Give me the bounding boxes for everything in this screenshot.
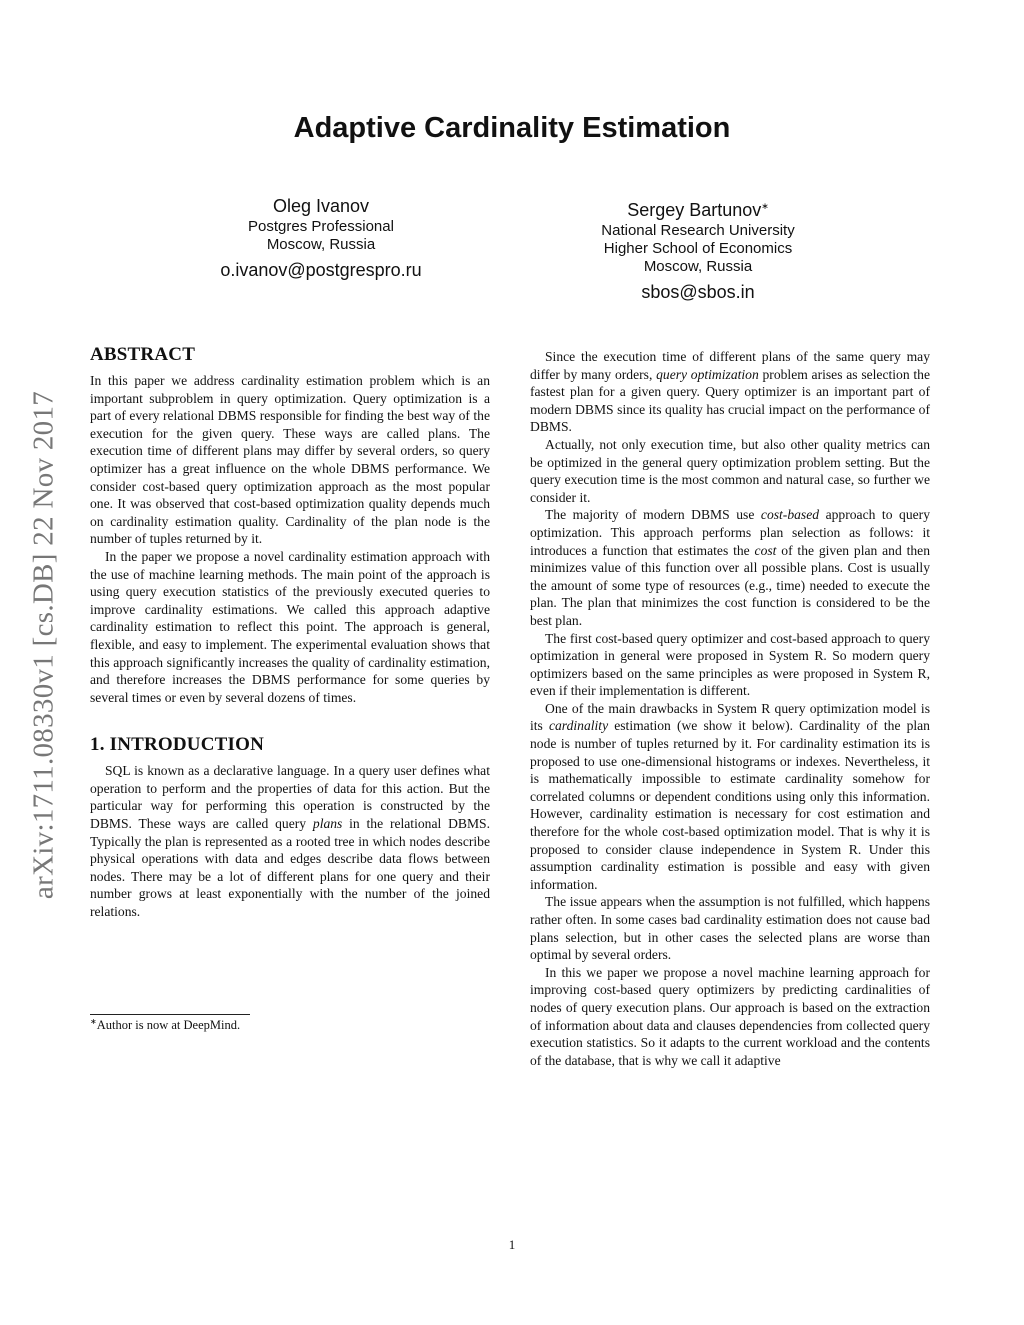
- author-name: Sergey Bartunov: [627, 200, 762, 220]
- body-paragraph: One of the main drawbacks in System R query optimization model is its cardinality estimation (we show it below). Cardinality of the plan node is number of tuples returned by it. For cardinality estimation its is proposed to use one-dimensional histograms or indexes. Nevertheless, it is mathematically impossible to estimate cardinality somehow for correlated columns or dependent conditions using only this information. However, cardinality estimation is necessary for cost estimation and therefore for the whole cost-based optimization model. That is why it is proposed to consider clause independence in System R. Under this assumption cardinality estimation is possible and easy with given information.: [530, 700, 930, 892]
- body-paragraph: In this we paper we propose a novel machine learning approach for improving cost-based query optimizers by predicting cardinalities of nodes of query execution plans. Our approach is based on the extraction of information about data and clauses dependencies from collected query execution statistics. So it adapts to the current workload and the contents of the database, that is why we call it adaptive: [530, 964, 930, 1068]
- author-name: Oleg Ivanov: [272, 196, 370, 216]
- footnote-mark: ∗: [90, 1017, 97, 1026]
- introduction-paragraph: SQL is known as a declarative language. In a query user defines what operation to perform and the properties of data for this action. But the particular way for performing this operation is constructed by the DBMS. These ways are called query plans in the relational DBMS. Typically the plan is represented as a rooted tree in which nodes describe physical operations with data and edges describe data flows between nodes. There may be a lot of different plans for one query and their number grows at least exponentially with the number of the joined relations.: [90, 763, 490, 920]
- author-affiliation: Moscow, Russia: [266, 236, 376, 253]
- abstract-paragraph: In this paper we address cardinality estimation problem which is an important subproblem in query optimization. Query optimization is a part of every relational DBMS responsible for finding the best way of the execution for the given query. These ways are called plans. The execution time of different plans may differ by several orders, so query optimizer has a great influence on the whole DBMS performance. We consider cost-based query optimization approach as the most popular one. It was observed that cost-based optimization quality depends much on cardinality estimation quality. Cardinality of the plan node is the number of tuples returned by it.: [90, 373, 490, 547]
- author-affiliation: Postgres Professional: [248, 218, 394, 235]
- footnote: [90, 1014, 490, 1033]
- author-block: [171, 194, 471, 282]
- author-email: o.ivanov@postgrespro.ru: [220, 260, 422, 280]
- arxiv-stamp-text: arXiv:1711.08330v1 [cs.DB] 22 Nov 2017: [27, 390, 60, 900]
- body-paragraph: Since the execution time of different plans of the same query may differ by many orders, query optimization problem arises as selection the fastest plan for a given query. Query optimizer is an important part of modern DBMS since its quality has crucial impact on the performance of DBMS.: [530, 349, 930, 435]
- body-paragraph: The issue appears when the assumption is not fulfilled, which happens rather often. In some cases bad cardinality estimation does not cause bad plans selection, but in other cases the selected plans are worse than optimal by several orders.: [530, 894, 930, 963]
- footnote-text: Author is now at DeepMind.: [96, 1018, 241, 1033]
- paper-title: Adaptive Cardinality Estimation: [293, 112, 731, 144]
- author-block: [548, 194, 848, 304]
- introduction-heading: 1. INTRODUCTION: [90, 734, 265, 756]
- left-column: [90, 344, 490, 921]
- page-number: 1: [508, 1237, 516, 1252]
- abstract-heading: ABSTRACT: [90, 344, 196, 365]
- author-email: sbos@sbos.in: [641, 282, 755, 302]
- right-column: [530, 348, 930, 1069]
- body-paragraph: The first cost-based query optimizer and cost-based approach to query optimization in general were proposed in System R. So modern query optimizers based on the same principles as were proposed in System R, even if their implementation is different.: [530, 630, 930, 699]
- abstract-paragraph: In the paper we propose a novel cardinality estimation approach with the use of machine learning methods. The main point of the approach is using query execution statistics of the previously executed queries to improve cardinality estimations. We called this approach adaptive cardinality estimation to reflect this point. The approach is general, flexible, and easy to implement. The experimental evaluation shows that this approach significantly increases the quality of cardinality estimation, and therefore increases the DBMS performance for some queries by several times or even by several dozens of times.: [90, 548, 490, 705]
- author-affiliation: National Research University: [601, 222, 795, 239]
- body-paragraph: Actually, not only execution time, but also other quality metrics can be optimized in the general query optimization problem setting. But the query execution time is the most common and natural case, so further we consider it.: [530, 436, 930, 505]
- body-paragraph: The majority of modern DBMS use cost-based approach to query optimization. This approach performs plan selection as follows: it introduces a function that estimates the cost of the given plan and then minimizes value of this function over all possible plans. Cost is usually the amount of some type of resources (e.g., time) needed to execute the plan. The plan that minimizes the cost function is considered to be the best plan.: [530, 507, 930, 628]
- author-affiliation: Higher School of Economics: [603, 240, 793, 257]
- footnote-mark: ∗: [761, 201, 769, 211]
- author-affiliation: Moscow, Russia: [643, 258, 753, 275]
